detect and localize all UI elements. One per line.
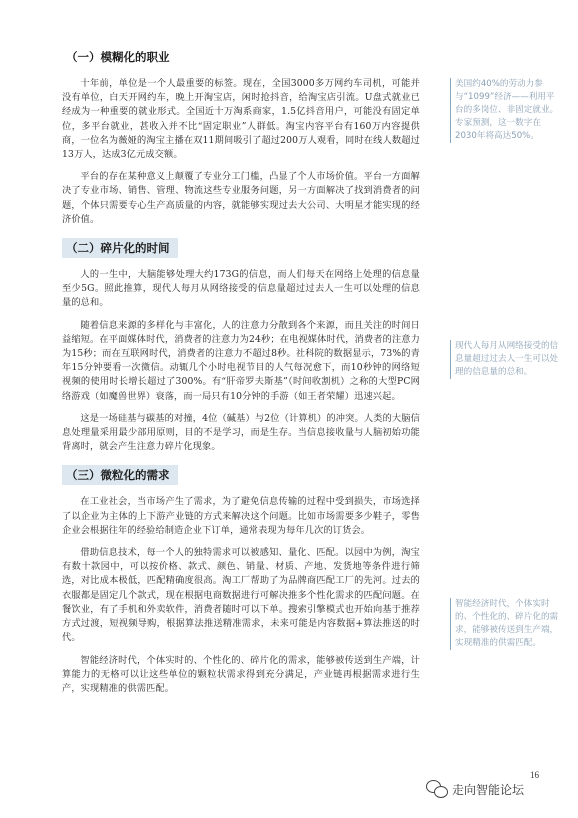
section-heading-1: （一）模糊化的职业 [66, 50, 170, 64]
paragraph: 随着信息来源的多样化与丰富化，人的注意力分散到各个来源，而且关注的时间日益缩短。在平面媒体时代，消费者的注意力为24秒；在电视媒体时代，消费者的注意力为15秒；而在互联网时代，消费者的注意力不超过8秒。社科院的数据显示，73%的青年15分钟要看一次微信。动辄几个小时电视节目的人气每况愈下，而10秒钟的网络短视频的使用时长增长超过了300%。有“肝帝罗夫斯基”（时间收割机）之称的大型PC网络游戏（如魔兽世界）衰落，而一局只有10分钟的手游（如王者荣耀）迅速兴起。 [62, 319, 420, 402]
section-heading-2: （二）碎片化的时间 [62, 238, 178, 258]
page-number: 16 [530, 770, 539, 780]
section-heading-3: （三）微粒化的需求 [62, 465, 178, 485]
section-3 [62, 464, 420, 696]
paragraph: 平台的存在某种意义上颠覆了专业分工门槛，凸显了个人市场价值。平台一方面解决了专业市场、销售、管理、物流这些专业服务问题，另一方面解决了找到消费者的问题，个体只需要专心生产高质量的内容，就能够实现过去大公司、大明星才能实现的经济价值。 [62, 171, 420, 225]
side-note-3: 智能经济时代，个体实时的、个性化的、碎片化的需求，能够被传送到生产端，实现精准的供需匹配。 [450, 598, 559, 650]
paragraph: 十年前，单位是一个人最重要的标签。现在，全国3000多万网约车司机，可能并没有单位，白天开网约车，晚上开淘宝店，闲时抢抖音，给淘宝店引流。U盘式就业已经成为一种重要的就业形式。全国近十万淘系商家，1.5亿抖音用户，可能没有固定单位，多平台就业，甚收入并不比“固定职业”人群低。淘宝内容平台有160万内容提供商，一位名为薇娅的淘宝主播在双11期间吸引了超过200万人观看，同时在线人数超过13万人，达成3亿元成交额。 [62, 78, 420, 161]
section-2 [62, 237, 420, 454]
paragraph: 在工业社会，当市场产生了需求，为了避免信息传输的过程中受到损失，市场选择了以企业为主体的上下游产业链的方式来解决这个问题。比如市场需要多少鞋子，零售企业会根据往年的经验给制造企业下订单，通常表现为每年几次的订货会。 [62, 496, 420, 536]
paragraph: 智能经济时代，个体实时的、个性化的、碎片化的需求，能够被传送到生产端，计算能力的无格可以让这些单位的颗粒状需求得到充分满足，产业链再根据需求进行生产，实现精准的供需匹配。 [62, 654, 420, 694]
paragraph: 人的一生中，大脑能够处理大约173G的信息，而人们每天在网络上处理的信息量至少5G。照此推算，现代人每月从网络接受的信息量超过过去人一生可以处理的信息量的总和。 [62, 269, 420, 309]
paragraph: 借助信息技术，每一个人的独特需求可以被感知、量化、匹配。以园中为例，淘宝有数十款园中，可以按价格、款式、颜色、销量、材质、产地、发货地等条件进行筛选，对比成本极低，匹配精确度很高。淘工厂帮助了为品牌商匹配工厂的先河。过去的衣服都是固定几个款式，现在根据电商数据进行可解决推多个性化需求的匹配问题。在餐饮业，有了手机和外卖软件，消费者随时可以下单。搜索引擎模式也开始向基于推荐方式过渡，短视频导购，根据算法推送精准需求，未来可能是内容数据+算法推送的时代。 [62, 547, 420, 644]
side-note-2: 现代人每月从网络接受的信息量超过过去人一生可以处理的信息量的总和。 [450, 340, 559, 379]
paragraph: 这是一场硅基与碳基的对撞，4位（碱基）与2位（计算机）的冲突。人类的大脑信息处理量采用最少部用原则，目的不是学习，而是生存。当信息接收量与人脑初始功能背离时，就会产生注意力碎片化现象。 [62, 412, 420, 453]
watermark [426, 780, 524, 798]
watermark-text: 走向智能论坛 [452, 782, 525, 797]
main-column [62, 46, 420, 704]
wechat-icon [426, 780, 448, 798]
section-1 [62, 46, 420, 227]
side-note-1: 美国约40%的劳动力参与“1099”经济——利用平台的多岗位、非固定就业。专家预测，这一数字在2030年将高达50%。 [450, 78, 559, 143]
